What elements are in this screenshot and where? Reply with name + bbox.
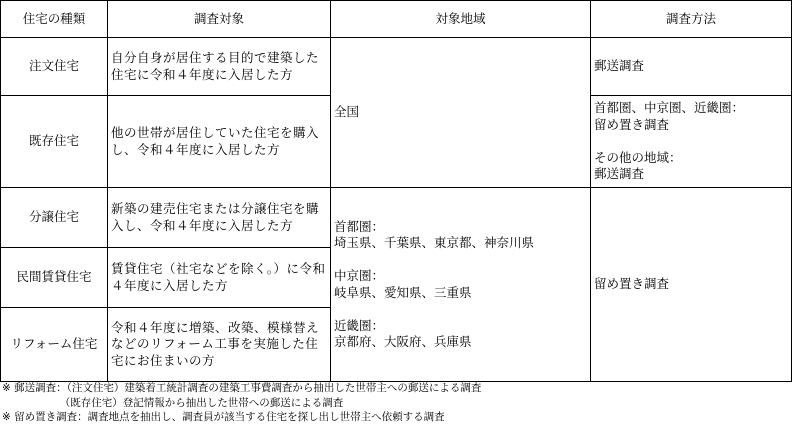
type-cell: 民間賃貸住宅 bbox=[1, 248, 108, 308]
area-cell-metro: 首都圏： 埼玉県、千葉県、東京都、神奈川県 中京圏： 岐阜県、愛知県、三重県 近畿圏： 京都府、大阪府、兵庫県 bbox=[331, 188, 591, 382]
type-cell: リフォーム住宅 bbox=[1, 308, 108, 382]
target-cell: 新築の建売住宅または分譲住宅を購入し、令和４年度に入居した方 bbox=[108, 188, 331, 248]
type-cell: 注文住宅 bbox=[1, 38, 108, 96]
header-survey-target: 調査対象 bbox=[108, 1, 331, 38]
method-cell: 首都圏、中京圏、近畿圏： 留め置き調査 その他の地域： 郵送調査 bbox=[591, 96, 792, 188]
target-cell: 令和４年度に増築、改築、模様替えなどのリフォーム工事を実施した住宅にお住まいの方 bbox=[108, 308, 331, 382]
table-row bbox=[1, 38, 792, 96]
header-row bbox=[1, 1, 792, 38]
area-cell-nationwide: 全国 bbox=[331, 38, 591, 188]
header-housing-type: 住宅の種類 bbox=[1, 1, 108, 38]
type-cell: 分譲住宅 bbox=[1, 188, 108, 248]
footnote-mail-survey: ※ 郵送調査：（注文住宅）建築着工統計調査の建築工事費調査から抽出した世帯主への郵送による調査 bbox=[2, 382, 482, 394]
method-cell-metro: 留め置き調査 bbox=[591, 188, 792, 382]
type-cell: 既存住宅 bbox=[1, 96, 108, 188]
target-cell: 賃貸住宅（社宅などを除く。）に令和４年度に入居した方 bbox=[108, 248, 331, 308]
method-cell: 郵送調査 bbox=[591, 38, 792, 96]
target-cell: 自分自身が居住する目的で建築した住宅に令和４年度に入居した方 bbox=[108, 38, 331, 96]
header-target-area: 対象地域 bbox=[331, 1, 591, 38]
footnote-drop-off-survey: ※ 留め置き調査：調査地点を抽出し、調査員が該当する住宅を探し出し世帯主へ依頼する調査 bbox=[2, 411, 445, 424]
header-survey-method: 調査方法 bbox=[591, 1, 792, 38]
table-row bbox=[1, 188, 792, 248]
footnote-mail-survey-existing: （既存住宅）登記情報から抽出した世帯への郵送による調査 bbox=[2, 396, 344, 409]
footnotes bbox=[2, 381, 792, 425]
target-cell: 他の世帯が居住していた住宅を購入し、令和４年度に入居した方 bbox=[108, 96, 331, 188]
